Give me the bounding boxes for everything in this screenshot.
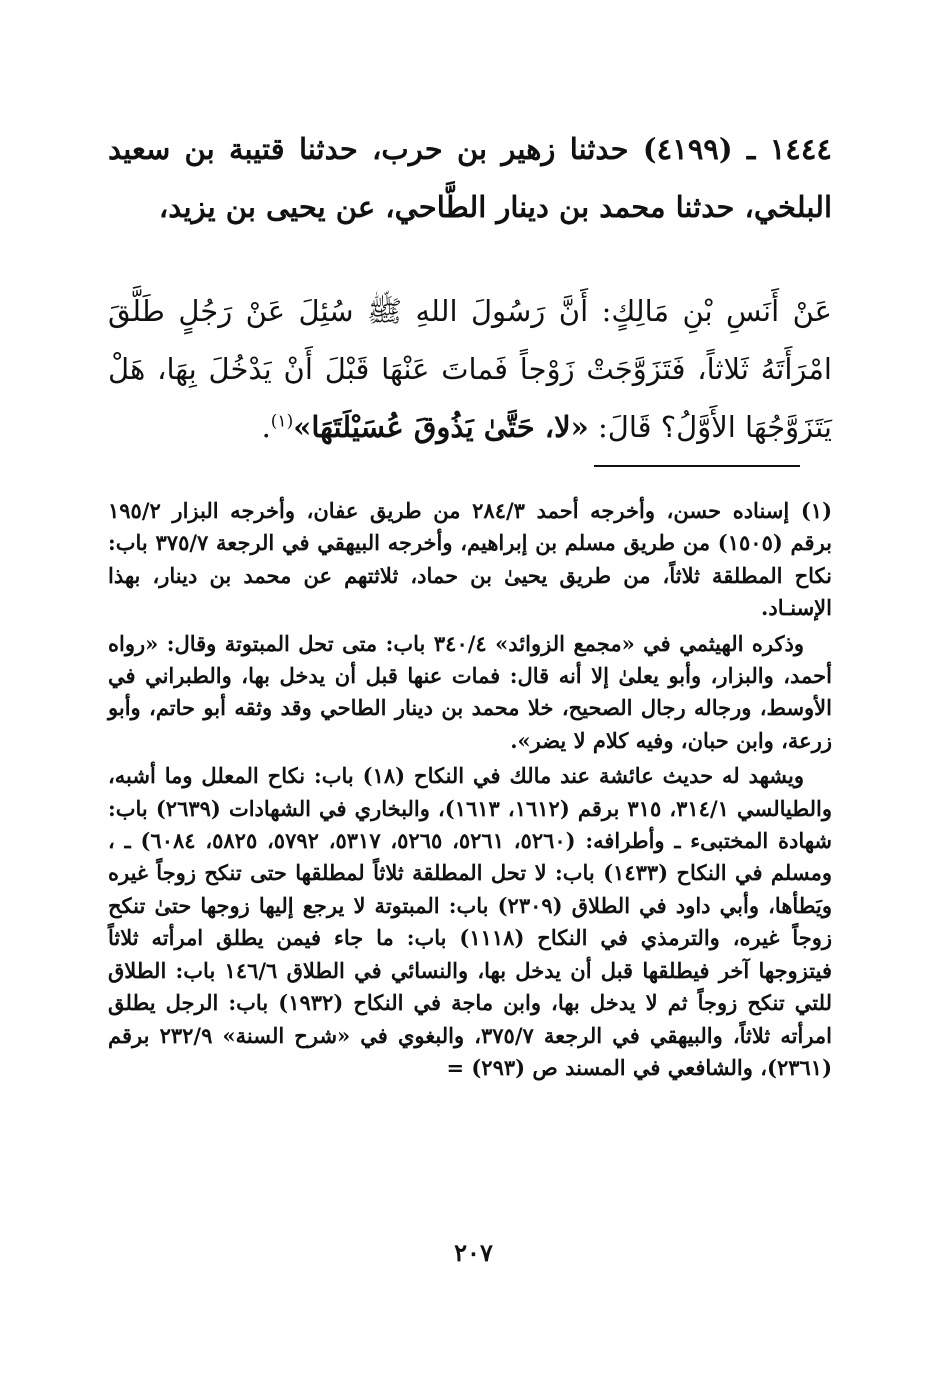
isnad-text: ١٤٤٤ ـ (٤١٩٩) حدثنا زهير بن حرب، حدثنا قتيبة بن سعيد البلخي، حدثنا محمد بن دينار الطَّاحي، عن يحيى بن يزيد، [108, 132, 832, 224]
prophet-quote: «لا، حَتَّىٰ يَذُوقَ عُسَيْلَتَهَا» [293, 410, 589, 444]
hadith-isnad [108, 120, 832, 236]
hadith-matn [108, 282, 832, 456]
footnote-paragraph: وذكره الهيثمي في «مجمع الزوائد» ٣٤٠/٤ باب: متى تحل المبتوتة وقال: «رواه أحمد، والبزار، وأبو يعلىٰ إلا أنه قال: فمات عنها قبل أن يدخل بها، والطبراني في الأوسط، ورجاله رجال الصحيح، خلا محمد بن دينار الطاحي وقد وثقه أبو حاتم، وأبو زرعة، وابن حبان، وفيه كلام لا يضر». [108, 630, 832, 753]
page-number: ٢٠٧ [454, 1238, 493, 1267]
footnote-marker: (١) [270, 411, 294, 432]
matn-end-mark: . [261, 410, 271, 444]
matn-text: عَنْ أَنَسِ بْنِ مَالِكٍ: أَنَّ رَسُولَ اللهِ ﷺ سُئِلَ عَنْ رَجُلٍ طَلَّقَ امْرَأَتَهُ ثَلاثاً، فَتَزَوَّجَتْ زَوْجاً فَماتَ عَنْهَا قَبْلَ أَنْ يَدْخُلَ بِهَا، هَلْ يَتَزَوَّجُهَا الأَوَّلُ؟ قَالَ: [108, 294, 832, 444]
footnote-paragraph: (١) إسناده حسن، وأخرجه أحمد ٢٨٤/٣ من طريق عفان، وأخرجه البزار ١٩٥/٢ برقم (١٥٠٥) من طريق مسلم بن إبراهيم، وأخرجه البيهقي في الرجعة ٣٧٥/٧ باب: نكاح المطلقة ثلاثاً، من طريق يحيىٰ بن حماد، ثلاثتهم عن محمد بن دينار، بهذا الإسنـاد. [108, 498, 832, 621]
footnote-paragraph: ويشهد له حديث عائشة عند مالك في النكاح (١٨) باب: نكاح المعلل وما أشبه، والطيالسي ٣١٤/١، ٣١٥ برقم (١٦١٢، ١٦١٣)، والبخاري في الشهادات (٢٦٣٩) باب: شهادة المختبىء ـ وأطرافه: (٥٢٦٠، ٥٢٦١، ٥٢٦٥، ٥٣١٧، ٥٧٩٢، ٥٨٢٥، ٦٠٨٤) ـ ، ومسلم في النكاح (١٤٣٣) باب: لا تحل المطلقة ثلاثاً لمطلقها حتى تنكح زوجاً غيره ويَطأها، وأبي داود في الطلاق (٢٣٠٩) باب: المبتوتة لا يرجع إليها زوجها حتىٰ تنكح زوجاً غيره، والترمذي في النكاح (١١١٨) باب: ما جاء فيمن يطلق امرأته ثلاثاً فيتزوجها آخر فيطلقها قبل أن يدخل بها، والنسائي في الطلاق ١٤٦/٦ باب: الطلاق للتي تنكح زوجاً ثم لا يدخل بها، وابن ماجة في النكاح (١٩٣٢) باب: الرجل يطلق امرأته ثلاثاً، والبيهقي في الرجعة ٣٧٥/٧، والبغوي في «شرح السنة» ٢٣٢/٩ برقم (٢٣٦١)، والشافعي في المسند ص (٢٩٣) = [108, 763, 833, 1080]
footnote-divider [594, 465, 800, 467]
footnotes [108, 495, 832, 1087]
